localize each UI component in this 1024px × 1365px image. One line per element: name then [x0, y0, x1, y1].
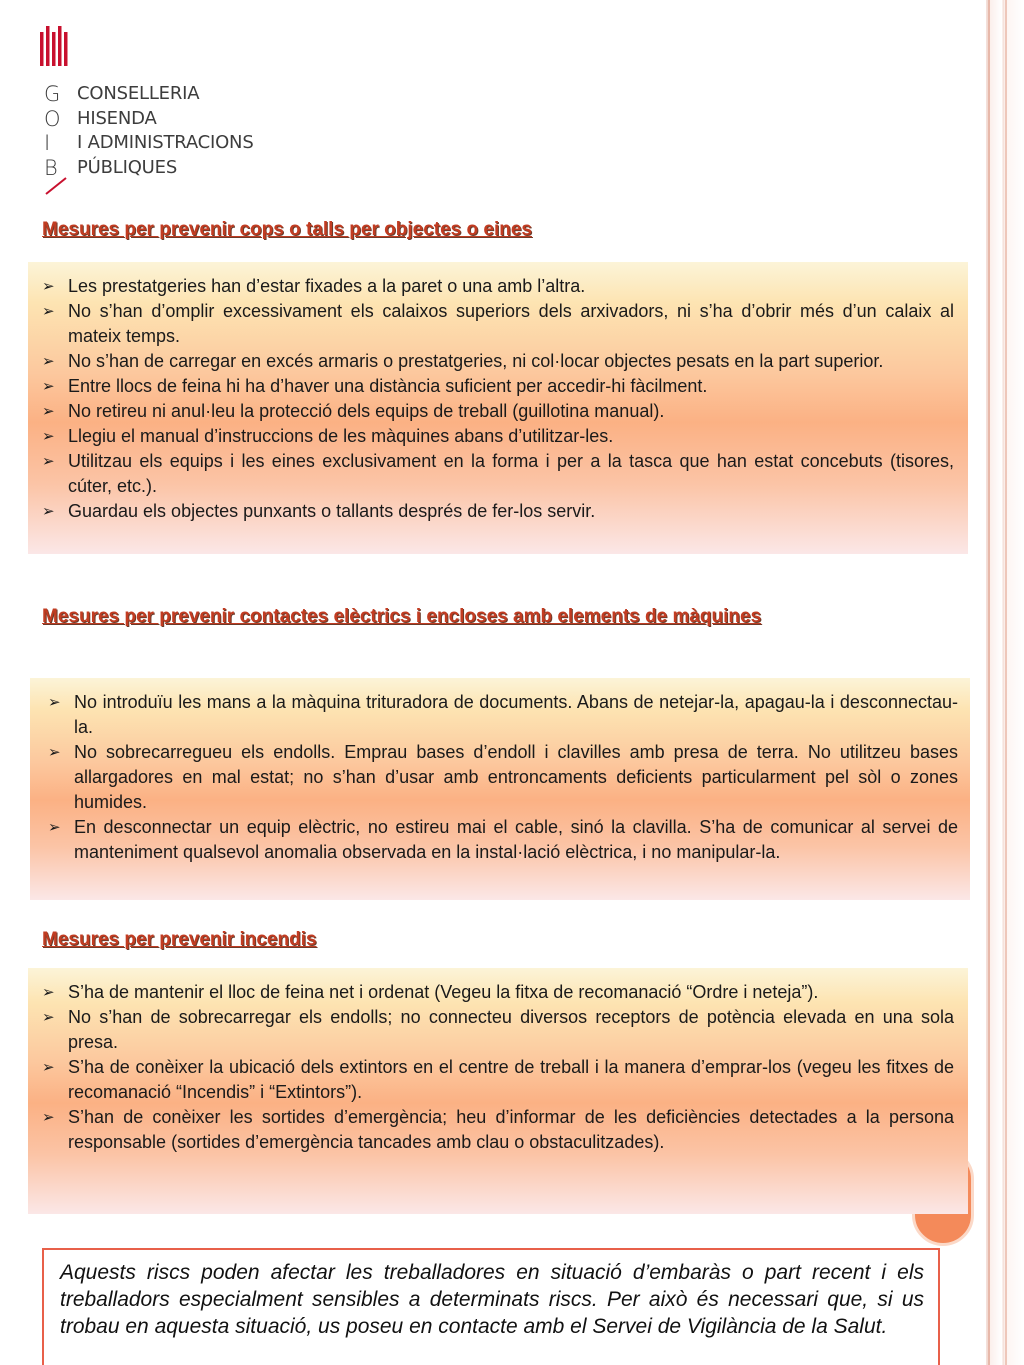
- arrow-bullet-icon: ➢: [42, 428, 55, 445]
- department-name: [77, 82, 254, 180]
- list-item-text: No sobrecarregueu els endolls. Emprau bases d’endoll i clavilles amb presa de terra. No utilitzeu bases allargadores en mal estat; no s’han d’usar amb entroncaments deficients particularment pel sòl o zones humides.: [74, 742, 958, 812]
- list-item: [28, 980, 954, 1005]
- list-item: [34, 815, 958, 865]
- list-item: [28, 349, 954, 374]
- measures-list: [28, 980, 954, 1155]
- measures-list: [34, 690, 958, 865]
- list-item-text: S’han de conèixer les sortides d’emergència; heu d’informar de les deficiències detectades a la persona responsable (sortides d’emergència tancades amb clau o obstaculitzades).: [68, 1107, 954, 1152]
- department-line: I ADMINISTRACIONS: [77, 132, 254, 153]
- section-heading-electrical: Mesures per prevenir contactes elèctrics i encloses amb elements de màquines: [42, 606, 762, 627]
- list-item: [28, 274, 954, 299]
- list-item-text: No s’han de sobrecarregar els endolls; no connecteu diversos receptors de potència elevada en una sola presa.: [68, 1007, 954, 1052]
- list-item-text: S’ha de conèixer la ubicació dels extintors en el centre de treball i la manera d’emprar-los (vegeu les fitxes de recomanació “Incendis” i “Extintors”).: [68, 1057, 954, 1102]
- list-item-text: No introduïu les mans a la màquina trituradora de documents. Abans de netejar-la, apagau-la i desconnectau-la.: [74, 692, 958, 737]
- logo-letter: G: [44, 82, 61, 106]
- page-edge-line: [1005, 0, 1007, 1365]
- arrow-bullet-icon: ➢: [42, 1009, 55, 1026]
- list-item: [28, 399, 954, 424]
- arrow-bullet-icon: ➢: [42, 1109, 55, 1126]
- list-item: [28, 449, 954, 499]
- section-heading-fire: Mesures per prevenir incendis: [42, 929, 317, 950]
- department-line: CONSELLERIA: [77, 83, 200, 104]
- arrow-bullet-icon: ➢: [42, 453, 55, 470]
- list-item-text: Utilitzau els equips i les eines exclusivament en la forma i per a la tasca que han estat concebuts (tisores, cúter, etc.).: [68, 451, 954, 496]
- list-item: [28, 299, 954, 349]
- list-item: [34, 690, 958, 740]
- arrow-bullet-icon: ➢: [42, 353, 55, 370]
- arrow-bullet-icon: ➢: [48, 694, 61, 711]
- arrow-bullet-icon: ➢: [48, 744, 61, 761]
- list-item-text: Entre llocs de feina hi ha d’haver una distància suficient per accedir-hi fàcilment.: [68, 376, 708, 396]
- list-item-text: Llegiu el manual d’instruccions de les màquines abans d’utilitzar-les.: [68, 426, 614, 446]
- list-item-text: No retireu ni anul·leu la protecció dels equips de treball (guillotina manual).: [68, 401, 665, 421]
- section-heading-cuts: Mesures per prevenir cops o talls per objectes o eines: [42, 219, 532, 240]
- arrow-bullet-icon: ➢: [42, 984, 55, 1001]
- list-item: [34, 740, 958, 815]
- arrow-bullet-icon: ➢: [42, 378, 55, 395]
- logo-letter: O: [44, 106, 61, 131]
- section-box-fire: [28, 968, 968, 1214]
- list-item: [28, 1055, 954, 1105]
- section-box-electrical: [30, 678, 970, 900]
- risk-note: Aquests riscs poden afectar les treballadores en situació d’embaràs o part recent i els treballadors especialment sensibles a determinats riscs. Per això és necessari que, si us trobau en aquesta situació, us poseu en contacte amb el Servei de Vigilància de la Salut.: [42, 1248, 940, 1365]
- list-item: [28, 374, 954, 399]
- list-item-text: Guardau els objectes punxants o tallants després de fer-los servir.: [68, 501, 596, 521]
- arrow-bullet-icon: ➢: [42, 278, 55, 295]
- list-item-text: Les prestatgeries han d’estar fixades a la paret o una amb l’altra.: [68, 276, 586, 296]
- measures-list: [28, 274, 954, 524]
- goib-emblem-icon: [40, 26, 68, 66]
- section-box-cuts: [28, 262, 968, 554]
- arrow-bullet-icon: ➢: [48, 819, 61, 836]
- list-item: [28, 1105, 954, 1155]
- arrow-bullet-icon: ➢: [42, 1059, 55, 1076]
- list-item-text: No s’han de carregar en excés armaris o prestatgeries, ni col·locar objectes pesats en la part superior.: [68, 351, 884, 371]
- department-line: PÚBLIQUES: [77, 156, 178, 178]
- list-item-text: S’ha de mantenir el lloc de feina net i ordenat (Vegeu la fitxa de recomanació “Ordre i neteja”).: [68, 982, 819, 1002]
- logo-slash-mark: [44, 176, 70, 196]
- page-edge-line: [988, 0, 990, 1365]
- goib-logo: [40, 26, 320, 206]
- department-line: HISENDA: [77, 107, 157, 129]
- arrow-bullet-icon: ➢: [42, 403, 55, 420]
- list-item: [28, 1005, 954, 1055]
- arrow-bullet-icon: ➢: [42, 303, 55, 320]
- list-item: [28, 424, 954, 449]
- list-item: [28, 499, 954, 524]
- arrow-bullet-icon: ➢: [42, 503, 55, 520]
- goib-letters: [44, 82, 64, 180]
- list-item-text: En desconnectar un equip elèctric, no estireu mai el cable, sinó la clavilla. S’ha de comunicar al servei de manteniment qualsevol anomalia observada en la instal·lació elèctrica, i no manipular-la.: [74, 817, 958, 862]
- logo-letter: B: [44, 155, 58, 180]
- list-item-text: No s’han d’omplir excessivament els calaixos superiors dels arxivadors, ni s’ha d’obrir més d’un calaix al mateix temps.: [68, 301, 954, 346]
- logo-letter: I: [44, 131, 51, 155]
